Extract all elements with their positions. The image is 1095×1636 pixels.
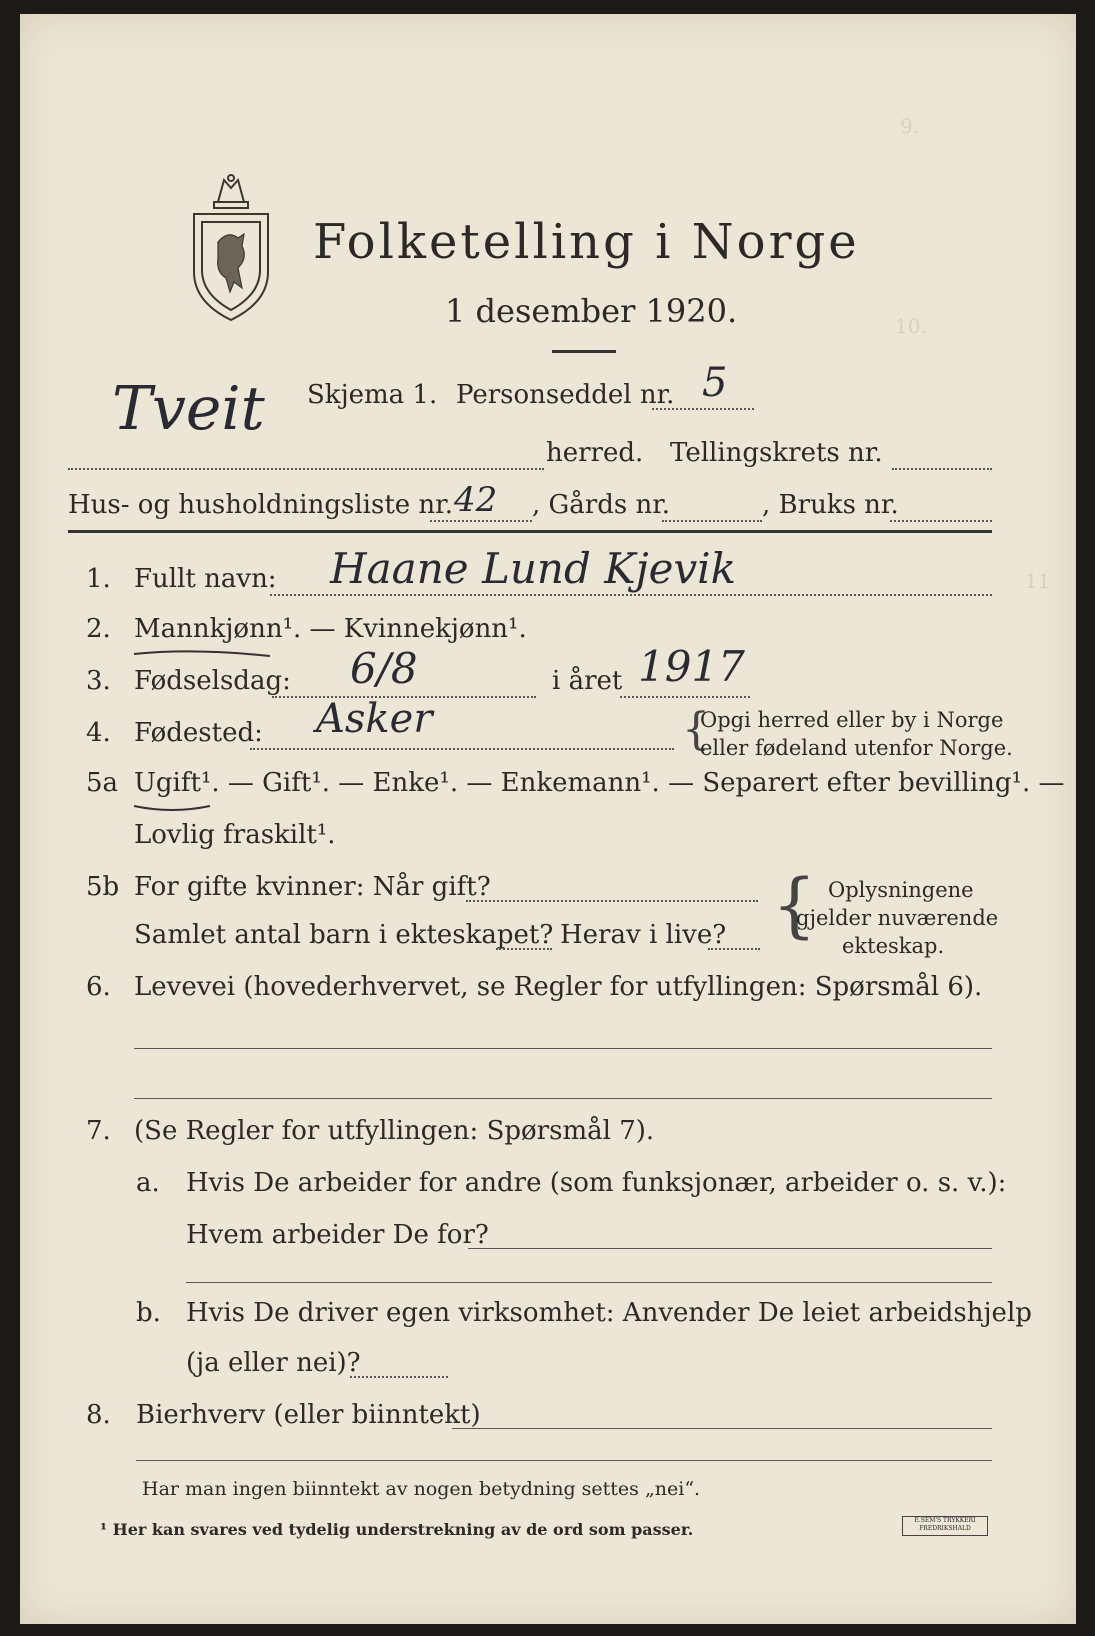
brace-icon: { [772, 864, 817, 946]
employer-field-2[interactable] [186, 1282, 992, 1283]
q7-number: 7. [86, 1116, 111, 1146]
employer-field[interactable] [468, 1248, 992, 1249]
hus-label: Hus- og husholdningsliste nr. [68, 490, 454, 520]
printer-stamp: E.SEM'S TRYKKERI FREDRIKSHALD [902, 1516, 988, 1536]
tellingskrets-label: Tellingskrets nr. [670, 438, 883, 468]
tellingskrets-field[interactable] [892, 468, 992, 470]
q7b-line2: (ja eller nei)? [186, 1348, 361, 1378]
full-name-value: Haane Lund Kjevik [330, 544, 737, 593]
bruks-label: , Bruks nr. [762, 490, 899, 520]
birthplace-value: Asker [316, 696, 433, 742]
bleed-through-text: 10. [895, 314, 927, 338]
q5a-line2[interactable]: Lovlig fraskilt¹. [134, 820, 336, 850]
q5a-marital-options[interactable]: Ugift¹. — Gift¹. — Enke¹. — Enkemann¹. — Separert efter bevilling¹. — [134, 768, 1065, 798]
form-title: Folketelling i Norge [313, 214, 860, 270]
children-alive-field[interactable] [708, 948, 760, 950]
birth-year-field[interactable] [620, 696, 750, 698]
coat-of-arms-icon [188, 172, 274, 322]
hired-help-field[interactable] [350, 1376, 448, 1378]
q3-number: 3. [86, 666, 111, 696]
underline-mark-icon [132, 646, 272, 662]
children-count-field[interactable] [496, 948, 552, 950]
personseddel-field[interactable] [652, 408, 754, 410]
q5b-note-line3: ekteskap. [842, 934, 945, 958]
q4-number: 4. [86, 718, 111, 748]
personseddel-label: Personseddel nr. [456, 380, 675, 410]
note-nei: Har man ingen biinntekt av nogen betydning settes „nei“. [142, 1478, 701, 1500]
q4-note-line1: Opgi herred eller by i Norge [700, 708, 1004, 732]
q8-number: 8. [86, 1400, 111, 1430]
title-rule [552, 350, 616, 353]
q7a-line2: Hvem arbeider De for? [186, 1220, 489, 1250]
skjema-label: Skjema 1. [307, 380, 438, 410]
herred-field[interactable] [68, 468, 544, 470]
q5b-note-line2: gjelder nuværende [796, 906, 999, 930]
underline-mark-icon [132, 800, 212, 816]
gards-field[interactable] [662, 520, 762, 522]
birthday-value: 6/8 [350, 644, 418, 693]
gards-label: , Gårds nr. [532, 490, 671, 520]
q2-number: 2. [86, 614, 111, 644]
q1-label: Fullt navn: [134, 564, 277, 594]
q7b-letter: b. [136, 1298, 161, 1328]
side-income-field[interactable] [452, 1428, 992, 1429]
census-form [20, 14, 1076, 1624]
q6-number: 6. [86, 972, 111, 1002]
personseddel-value: 5 [702, 360, 728, 406]
q7-label: (Se Regler for utfyllingen: Spørsmål 7). [134, 1116, 655, 1146]
bleed-through-text: 11 [1025, 569, 1051, 593]
occupation-field-2[interactable] [134, 1098, 992, 1099]
brace-icon: { [682, 704, 710, 755]
form-date: 1 desember 1920. [445, 292, 738, 330]
full-name-field[interactable] [270, 594, 992, 596]
handwritten-place: Tveit [112, 374, 265, 444]
q8-label: Bierhverv (eller biinntekt) [136, 1400, 481, 1430]
hus-field[interactable] [430, 520, 532, 522]
q6-label: Levevei (hovederhvervet, se Regler for utfyllingen: Spørsmål 6). [134, 972, 983, 1002]
q5a-number: 5a [86, 768, 119, 798]
q3-label: Fødselsdag: [134, 666, 291, 696]
side-income-field-2[interactable] [136, 1460, 992, 1461]
q5b-children-label: Samlet antal barn i ekteskapet? [134, 920, 554, 950]
q7b-line1: Hvis De driver egen virksomhet: Anvender De leiet arbeidshjelp [186, 1298, 1032, 1328]
footnote: ¹ Her kan svares ved tydelig understrekning av de ord som passer. [100, 1520, 694, 1539]
q4-note-line2: eller fødeland utenfor Norge. [700, 736, 1013, 760]
header-rule [68, 530, 992, 533]
hus-value: 42 [454, 480, 498, 520]
birth-year-value: 1917 [638, 642, 745, 691]
q1-number: 1. [86, 564, 111, 594]
occupation-field-1[interactable] [134, 1048, 992, 1049]
q5b-line1: For gifte kvinner: Når gift? [134, 872, 491, 902]
q2-gender-options[interactable]: Mannkjønn¹. — Kvinnekjønn¹. [134, 614, 527, 644]
q7a-line1: Hvis De arbeider for andre (som funksjonær, arbeider o. s. v.): [186, 1168, 1007, 1198]
birthplace-field[interactable] [250, 748, 674, 750]
q7a-letter: a. [136, 1168, 160, 1198]
bleed-through-text: 9. [900, 114, 920, 138]
q3-year-label: i året [552, 666, 623, 696]
bruks-field[interactable] [890, 520, 992, 522]
q5b-note-line1: Oplysningene [828, 878, 974, 902]
q5b-number: 5b [86, 872, 120, 902]
q4-label: Fødested: [134, 718, 263, 748]
herred-label: herred. [546, 438, 644, 468]
married-when-field[interactable] [466, 900, 758, 902]
q5b-alive-label: Herav i live? [560, 920, 727, 950]
